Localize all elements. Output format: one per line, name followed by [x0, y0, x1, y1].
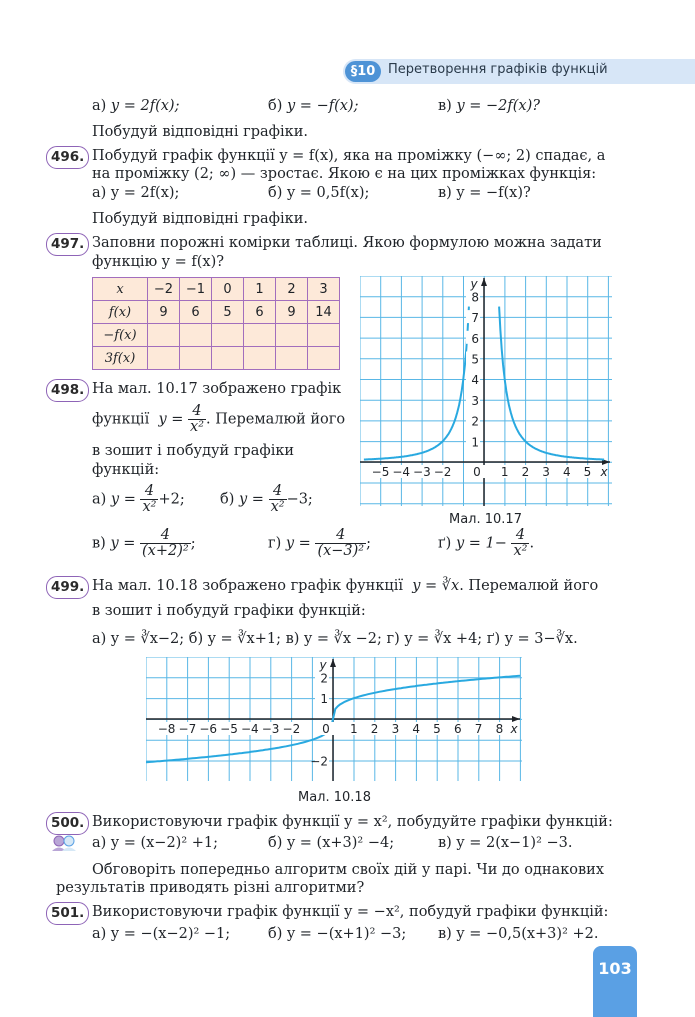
table-cell-empty	[276, 324, 308, 347]
y-tick-label: 2	[471, 414, 479, 429]
problem-500-badge: 500.	[46, 812, 89, 835]
table-header-cell: x	[93, 278, 148, 301]
y-tick-label: 8	[471, 290, 479, 305]
p501-item-a: а) y = −(x−2)² −1;	[92, 926, 231, 942]
table-cell-empty	[244, 324, 276, 347]
p501-line1: Використовуючи графік функції y = −x², побудуй графіки функцій:	[92, 904, 609, 920]
p498-item-v: в) y = $\frac{4}{\text{(x+2)²}}$ ;	[92, 527, 196, 560]
p496-line1: Побудуй графік функції y = f(x), яка на проміжку (−∞; 2) спадає, а	[92, 148, 606, 164]
p499-line2: в зошит і побудуй графіки функцій:	[92, 603, 366, 619]
p498-line4: функцій:	[92, 462, 160, 478]
table-cell: 1	[244, 278, 276, 301]
value-table	[92, 277, 340, 370]
table-header-cell: 3f(x)	[93, 347, 148, 370]
x-tick-label: −7	[178, 722, 197, 736]
y-axis-arrow	[330, 659, 336, 667]
x-axis-label: x	[510, 722, 518, 736]
y-tick-label: 1	[471, 435, 479, 450]
table-row-3fx	[93, 347, 340, 370]
p498-item-b: б) y = $\frac{4}{\text{x²}}$ −3;	[220, 483, 313, 516]
top-item-a: а) y = 2f(x);	[92, 98, 180, 114]
x-tick-label: −8	[157, 722, 176, 736]
x-tick-label: 5	[583, 465, 592, 479]
p500-item-a: а) y = (x−2)² +1;	[92, 835, 219, 851]
p499-line1: На мал. 10.18 зображено графік функції y = ∛x. Перемалюй його	[92, 578, 599, 594]
table-cell-empty	[212, 347, 244, 370]
x-tick-label: −4	[392, 465, 411, 479]
table-cell: 0	[212, 278, 244, 301]
table-cell-empty	[212, 324, 244, 347]
p501-item-v: в) y = −0,5(x+3)² +2.	[438, 926, 599, 942]
p498-line2: функції y = $\frac{4}{\text{x²}}$ . Перемалюй його	[92, 403, 346, 436]
section-title: Перетворення графіків функцій	[388, 62, 608, 77]
p500-line4: результатів приводять різні алгоритми?	[56, 880, 365, 896]
p496-item-v: в) y = −f(x)?	[438, 185, 531, 201]
p500-item-b: б) y = (x+3)² −4;	[268, 835, 395, 851]
top-item-b: б) y = −f(x);	[268, 98, 359, 114]
fig-10-18-caption: Мал. 10.18	[298, 790, 371, 805]
x-tick-label: 5	[433, 722, 441, 736]
table-row-fx	[93, 301, 340, 324]
problem-496-badge: 496.	[46, 146, 89, 169]
p498-item-gg: ґ) y = 1− $\frac{4}{\text{x²}}$ .	[438, 527, 535, 560]
table-header-cell: −f(x)	[93, 324, 148, 347]
p496-item-b: б) y = 0,5f(x);	[268, 185, 370, 201]
function-curve	[364, 307, 469, 460]
x-tick-label: 4	[412, 722, 421, 736]
problem-501-badge: 501.	[46, 902, 89, 925]
p496-build: Побудуй відповідні графіки.	[92, 211, 308, 227]
table-cell: 3	[308, 278, 340, 301]
x-tick-label: −2	[282, 722, 301, 736]
table-cell-empty	[180, 347, 212, 370]
x-tick-label: −5	[220, 722, 238, 736]
y-tick-label: 4	[471, 373, 479, 388]
table-cell-empty	[308, 347, 340, 370]
table-cell: 14	[308, 301, 340, 324]
y-tick-label: 5	[471, 352, 479, 367]
x-tick-label: −6	[199, 722, 218, 736]
p498-line1: На мал. 10.17 зображено графік	[92, 381, 342, 397]
section-number-badge: §10	[345, 61, 381, 82]
problem-498-badge: 498.	[46, 379, 89, 402]
table-cell: −2	[148, 278, 180, 301]
x-tick-label: 4	[562, 465, 571, 479]
p501-item-b: б) y = −(x+1)² −3;	[268, 926, 407, 942]
problem-497-badge: 497.	[46, 233, 89, 256]
x-tick-label: 3	[391, 722, 400, 736]
table-row-x	[93, 278, 340, 301]
build-text: Побудуй відповідні графіки.	[92, 124, 308, 140]
p500-line1: Використовуючи графік функції y = x², побудуйте графіки функцій:	[92, 814, 613, 830]
table-cell-empty	[276, 347, 308, 370]
p496-item-a: а) y = 2f(x);	[92, 185, 180, 201]
pair-work-icon	[50, 834, 78, 852]
p498-line3: в зошит і побудуй графіки	[92, 443, 295, 459]
table-cell: 5	[212, 301, 244, 324]
x-tick-label: 1	[349, 722, 358, 736]
x-tick-label: −3	[413, 465, 431, 479]
problem-499-badge: 499.	[46, 576, 89, 599]
table-cell: 6	[244, 301, 276, 324]
table-cell: 9	[148, 301, 180, 324]
x-tick-label: 6	[453, 722, 462, 736]
x-tick-label: 2	[370, 722, 379, 736]
x-tick-label: −5	[371, 465, 390, 479]
p498-item-a: а) y = $\frac{4}{\text{x²}}$ +2;	[92, 483, 185, 516]
p499-items: а) y = ∛x−2; б) y = ∛x+1; в) y = ∛x −2; г) y = ∛x +4; ґ) y = 3−∛x.	[92, 631, 578, 647]
fig-10-17-caption: Мал. 10.17	[449, 512, 522, 527]
y-tick-label: 6	[471, 331, 479, 346]
chart-fig-10-18	[146, 657, 522, 781]
x-tick-label: 8	[495, 722, 504, 736]
y-axis-arrow	[481, 278, 487, 286]
table-cell-empty	[180, 324, 212, 347]
y-axis-label: y	[470, 277, 478, 291]
x-tick-label: 1	[500, 465, 509, 479]
table-cell: 6	[180, 301, 212, 324]
top-item-v: в) y = −2f(x)?	[438, 98, 541, 114]
page-number: 103	[593, 946, 637, 1017]
p496-line2: на проміжку (2; ∞) — зростає. Якою є на цих проміжках функція:	[92, 166, 597, 182]
table-cell: 2	[276, 278, 308, 301]
y-tick-label: 1	[320, 692, 328, 707]
function-curve	[499, 307, 604, 460]
x-tick-label: 7	[474, 722, 483, 736]
table-cell: −1	[180, 278, 212, 301]
table-cell-empty	[308, 324, 340, 347]
x-tick-label: 0	[322, 722, 330, 736]
y-tick-label: 7	[471, 311, 479, 326]
table-cell-empty	[148, 347, 180, 370]
x-tick-label: −2	[433, 465, 452, 479]
table-cell-empty	[244, 347, 276, 370]
x-tick-label: 0	[473, 465, 481, 479]
table-cell: 9	[276, 301, 308, 324]
x-tick-label: 3	[542, 465, 550, 479]
p497-line1: Заповни порожні комірки таблиці. Якою формулою можна задати	[92, 235, 602, 251]
p500-line3: Обговоріть попередньо алгоритм своїх дій у парі. Чи до однакових	[92, 862, 605, 878]
table-cell-empty	[148, 324, 180, 347]
x-tick-label: −4	[240, 722, 259, 736]
p498-item-g: г) y = $\frac{4}{\text{(x−3)²}}$ ;	[268, 527, 372, 560]
y-tick-label: 2	[320, 671, 328, 686]
chart-fig-10-17	[360, 276, 612, 506]
y-tick-label: 3	[471, 393, 479, 408]
p497-line2: функцію y = f(x)?	[92, 254, 224, 270]
y-axis-label: y	[319, 658, 327, 672]
y-tick-label: −2	[310, 754, 328, 769]
x-tick-label: −3	[261, 722, 280, 736]
x-tick-label: 2	[521, 465, 530, 479]
p500-item-v: в) y = 2(x−1)² −3.	[438, 835, 573, 851]
table-row-neg-fx	[93, 324, 340, 347]
table-header-cell: f(x)	[93, 301, 148, 324]
x-axis-label: x	[600, 465, 608, 479]
